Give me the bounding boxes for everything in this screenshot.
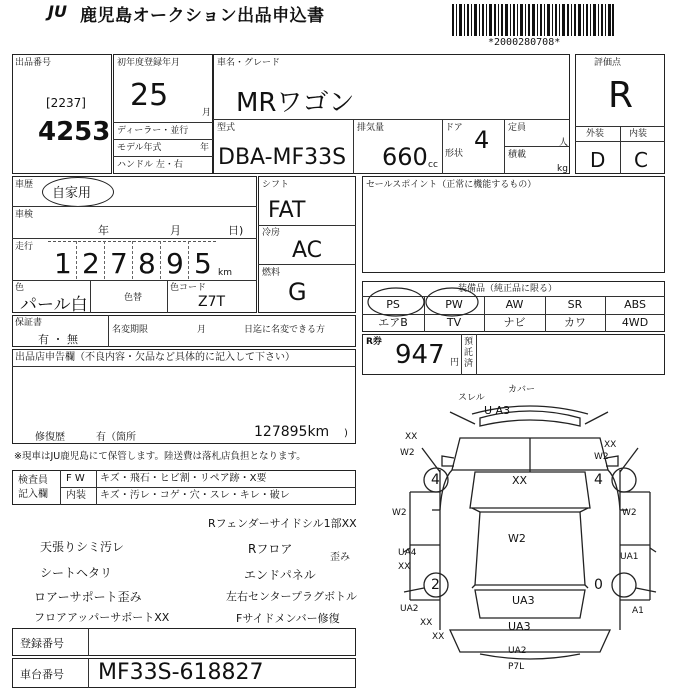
shaken-day-unit: 日) bbox=[228, 224, 244, 237]
diag-xx-left2: XX bbox=[398, 562, 411, 572]
page-title: 鹿児島オークション出品申込書 bbox=[80, 6, 325, 26]
fw-text: キズ・飛石・ヒビ割・リペア跡・X要 bbox=[100, 473, 267, 484]
diag-w2-side-right: W2 bbox=[622, 508, 637, 518]
warranty-options: 有 ・ 無 bbox=[38, 333, 78, 346]
car-name-value: MRワゴン bbox=[236, 88, 355, 118]
fuel-value: G bbox=[288, 278, 307, 306]
barcode-number: *2000280708* bbox=[488, 37, 561, 48]
model-year-label: モデル年式 bbox=[117, 143, 162, 153]
registration-month-unit: 月 bbox=[202, 108, 212, 118]
door-label: ドア bbox=[445, 123, 463, 133]
deadline-month-unit: 月 bbox=[197, 325, 207, 335]
history-value: 自家用 bbox=[52, 186, 92, 201]
meter-note: 127895km bbox=[254, 424, 330, 440]
note-left-3: フロアアッパーサポートXX bbox=[34, 611, 170, 624]
history-label: 車歴 bbox=[15, 180, 34, 190]
warranty-label: 保証書 bbox=[15, 318, 43, 328]
interior-label: 内装 bbox=[629, 129, 648, 139]
diag-p7-label: P7L bbox=[508, 662, 525, 672]
car-damage-diagram bbox=[380, 380, 680, 680]
diag-ua1-right: UA1 bbox=[620, 552, 639, 562]
chassis-value: MF33S-618827 bbox=[98, 660, 264, 685]
evaluation-label: 評価点 bbox=[594, 58, 622, 68]
equip-sr: SR bbox=[567, 298, 583, 311]
chassis-label: 車台番号 bbox=[20, 668, 64, 681]
diag-ua2-left: UA2 bbox=[400, 604, 419, 614]
equipment-circles bbox=[362, 280, 492, 320]
diag-xx-right: XX bbox=[604, 440, 617, 450]
diag-a1-right: A1 bbox=[632, 606, 644, 616]
repair-close: ) bbox=[344, 428, 348, 439]
equip-pw: PW bbox=[445, 298, 463, 311]
in-text: キズ・汚レ・コゲ・穴・スレ・キレ・破レ bbox=[100, 490, 290, 501]
recycle-label: R券 bbox=[366, 337, 382, 347]
equip-navi: ナビ bbox=[503, 316, 526, 329]
katashiki-value: DBA-MF33S bbox=[218, 145, 347, 170]
fw-label: F W bbox=[66, 473, 85, 484]
diag-top-label-1: スレル bbox=[458, 393, 485, 403]
note-left-0: 天張りシミ汚レ bbox=[40, 540, 125, 554]
evaluation-score: R bbox=[608, 75, 634, 116]
reg-number-label: 登録番号 bbox=[20, 637, 64, 650]
load-label: 積載 bbox=[508, 150, 527, 160]
shape-label: 形状 bbox=[445, 149, 464, 159]
inspector-label-1: 検査員 bbox=[18, 475, 48, 486]
displacement-value: 660 bbox=[382, 143, 428, 171]
equip-leather: カワ bbox=[564, 316, 586, 329]
color-value: パール白 bbox=[20, 295, 88, 315]
note-right-3: Fサイドメンバー修復 bbox=[236, 612, 340, 625]
note-left-1: シートヘタリ bbox=[40, 566, 113, 580]
recycle-value: 947 bbox=[395, 340, 445, 370]
registration-year: 25 bbox=[130, 78, 169, 113]
ac-value: AC bbox=[292, 238, 323, 263]
inspector-label-2: 記入欄 bbox=[18, 489, 48, 500]
displacement-unit: cc bbox=[428, 160, 438, 170]
deadline-label: 名変期限 bbox=[112, 325, 149, 335]
interior-value: C bbox=[634, 148, 648, 172]
repair-label: 修復歴 bbox=[35, 432, 65, 443]
note-right-2: 左右センタープラグボトル bbox=[226, 590, 358, 603]
note-right-tail-0: 歪み bbox=[330, 552, 350, 563]
capacity-label: 定員 bbox=[508, 123, 527, 133]
mileage-digit: 1 bbox=[54, 247, 72, 280]
in-label: 内装 bbox=[66, 490, 86, 501]
lot-number-box bbox=[12, 54, 112, 174]
equip-ps: PS bbox=[386, 298, 400, 311]
equip-4wd: 4WD bbox=[621, 316, 649, 329]
mileage-digits bbox=[48, 241, 216, 279]
mileage-digit: 5 bbox=[194, 247, 212, 280]
diag-xx-bottom: XX bbox=[432, 632, 445, 642]
load-unit: kg bbox=[557, 164, 568, 174]
lot-number: 4253 bbox=[38, 117, 111, 147]
tire-fl-value: 4 bbox=[431, 472, 440, 488]
handle-label: ハンドル 左・右 bbox=[117, 160, 183, 170]
note-top: Rフェンダーサイドシル1部XX bbox=[208, 517, 357, 530]
color-code-label: 色コード bbox=[170, 283, 207, 293]
registration-label: 初年度登録年月 bbox=[117, 58, 181, 68]
exterior-value: D bbox=[590, 148, 606, 172]
diag-ua3-rear: UA3 bbox=[508, 620, 531, 633]
tire-fr-value: 4 bbox=[594, 472, 603, 488]
model-year-unit: 年 bbox=[200, 143, 210, 153]
equip-aw: AW bbox=[505, 298, 524, 311]
diag-ua4-left: UA4 bbox=[398, 548, 417, 558]
color-change-label: 色替 bbox=[124, 293, 143, 303]
diag-xx-top: XX bbox=[512, 474, 528, 487]
equip-abs: ABS bbox=[624, 298, 646, 311]
equipment-label: 装備品（純正品に限る） bbox=[458, 284, 558, 294]
tire-rl-value: 2 bbox=[431, 577, 440, 593]
lot-sub-number: [2237] bbox=[46, 96, 86, 110]
recycle-unit: 円 bbox=[450, 358, 460, 368]
diag-xx-left3: XX bbox=[420, 618, 433, 628]
color-code-value: Z7T bbox=[198, 294, 226, 310]
equip-tv: TV bbox=[446, 316, 462, 329]
color-label: 色 bbox=[15, 283, 25, 293]
mileage-digit: 8 bbox=[138, 247, 156, 280]
repair-value: 有（箇所 bbox=[96, 432, 136, 443]
barcode bbox=[452, 4, 614, 36]
remarks-label: 出品店申告欄（不良内容・欠品など具体的に記入して下さい） bbox=[15, 352, 295, 363]
diag-w2-center: W2 bbox=[508, 532, 526, 545]
car-name-label: 車名・グレード bbox=[217, 58, 281, 68]
shaken-label: 車検 bbox=[15, 210, 34, 220]
mileage-digit: 7 bbox=[110, 247, 128, 280]
logo: JU bbox=[48, 2, 67, 21]
diag-xx-left: XX bbox=[405, 432, 418, 442]
note-left-2: ロアーサポート歪み bbox=[34, 590, 142, 604]
shift-label: シフト bbox=[262, 180, 290, 190]
deadline-note: 日迄に名変できる方 bbox=[244, 325, 326, 335]
mileage-label: 走行 bbox=[15, 242, 34, 252]
diag-top-mark: U A3 bbox=[484, 404, 511, 417]
mileage-digit: 9 bbox=[166, 247, 184, 280]
diag-w2-side-left: W2 bbox=[392, 508, 407, 518]
note-right-0: Rフロア bbox=[248, 542, 293, 556]
displacement-label: 排気量 bbox=[357, 123, 385, 133]
katashiki-label: 型式 bbox=[217, 123, 236, 133]
mileage-digit: 2 bbox=[82, 247, 100, 280]
door-value: 4 bbox=[474, 126, 490, 154]
ac-label: 冷房 bbox=[262, 228, 281, 238]
exterior-label: 外装 bbox=[586, 129, 605, 139]
notice-text: ※現車はJU鹿児島にて保管します。陸送費は落札店負担となります。 bbox=[14, 451, 306, 462]
dealer-label: ディーラー・並行 bbox=[117, 126, 189, 136]
mileage-unit: km bbox=[218, 268, 232, 278]
fuel-label: 燃料 bbox=[262, 268, 281, 278]
shaken-year-unit: 年 bbox=[98, 224, 109, 237]
tire-rr-value: 0 bbox=[594, 577, 603, 593]
diag-w2-left: W2 bbox=[400, 448, 415, 458]
sales-point-label: セールスポイント（正常に機能するもの） bbox=[366, 180, 537, 190]
lot-number-label: 出品番号 bbox=[15, 58, 52, 68]
capacity-unit: 人 bbox=[559, 138, 569, 148]
recycle-deposit-label: 預託済 bbox=[464, 337, 474, 369]
shaken-month-unit: 月 bbox=[170, 224, 181, 237]
sales-point-box bbox=[362, 176, 665, 273]
note-right-1: エンドパネル bbox=[244, 568, 316, 582]
diag-ua2-bottom: UA2 bbox=[508, 646, 527, 656]
shift-value: FAT bbox=[268, 198, 306, 223]
diag-w2-right: W2 bbox=[594, 452, 609, 462]
diag-ua3-bottom: UA3 bbox=[512, 594, 535, 607]
equip-airbag: エアB bbox=[378, 316, 408, 329]
diag-top-label-2: カバー bbox=[508, 385, 536, 395]
